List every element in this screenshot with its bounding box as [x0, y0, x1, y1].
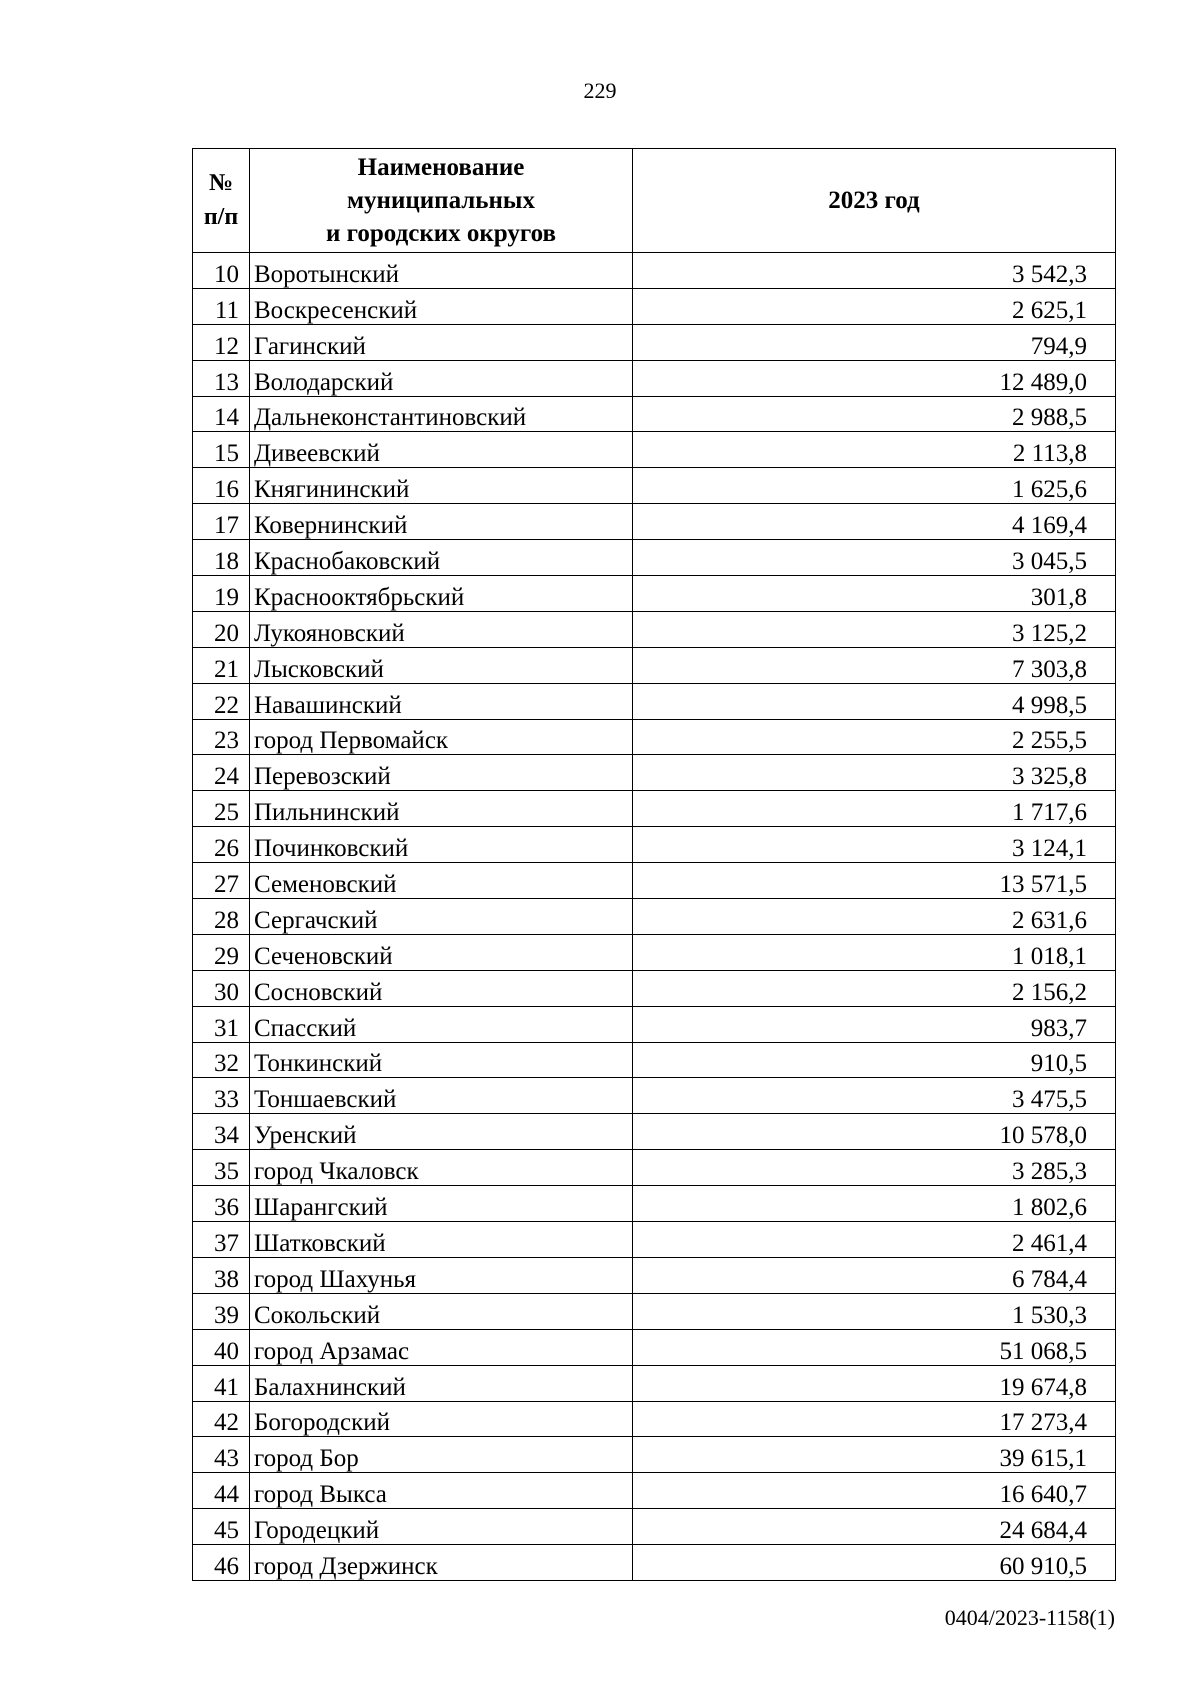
district-name: Дивеевский	[250, 432, 633, 468]
row-number: 18	[193, 540, 250, 576]
value-2023: 2 631,6	[633, 899, 1116, 935]
table-row	[193, 1150, 1116, 1186]
row-number: 29	[193, 934, 250, 970]
district-name: Шатковский	[250, 1222, 633, 1258]
header-number-abbrev: п/п	[203, 203, 239, 230]
row-number: 21	[193, 647, 250, 683]
table-row	[193, 1186, 1116, 1222]
table-row	[193, 1042, 1116, 1078]
value-2023: 1 717,6	[633, 791, 1116, 827]
table-row	[193, 1437, 1116, 1473]
document-code: 0404/2023-1158(1)	[944, 1605, 1115, 1630]
table-row	[193, 432, 1116, 468]
value-2023: 4 169,4	[633, 504, 1116, 540]
row-number: 13	[193, 360, 250, 396]
row-number: 33	[193, 1078, 250, 1114]
district-name: город Первомайск	[250, 719, 633, 755]
row-number: 43	[193, 1437, 250, 1473]
value-2023: 1 625,6	[633, 468, 1116, 504]
table-row	[193, 899, 1116, 935]
header-year: 2023 год	[633, 149, 1116, 253]
table-row	[193, 288, 1116, 324]
district-name: Тонкинский	[250, 1042, 633, 1078]
header-number-symbol: №	[208, 169, 234, 196]
district-name: Сокольский	[250, 1293, 633, 1329]
district-name: Пильнинский	[250, 791, 633, 827]
header-name-line2: муниципальных	[347, 186, 535, 214]
value-2023: 39 615,1	[633, 1437, 1116, 1473]
table-row	[193, 791, 1116, 827]
value-2023: 2 625,1	[633, 288, 1116, 324]
district-name: Воскресенский	[250, 288, 633, 324]
table-row	[193, 1078, 1116, 1114]
table-row	[193, 1257, 1116, 1293]
district-name: Починковский	[250, 827, 633, 863]
table-row	[193, 396, 1116, 432]
row-number: 12	[193, 324, 250, 360]
table-row	[193, 970, 1116, 1006]
row-number: 36	[193, 1186, 250, 1222]
table-row	[193, 540, 1116, 576]
district-name: Шарангский	[250, 1186, 633, 1222]
district-name: город Арзамас	[250, 1329, 633, 1365]
row-number: 32	[193, 1042, 250, 1078]
value-2023: 51 068,5	[633, 1329, 1116, 1365]
row-number: 28	[193, 899, 250, 935]
value-2023: 13 571,5	[633, 863, 1116, 899]
table-row	[193, 468, 1116, 504]
value-2023: 3 124,1	[633, 827, 1116, 863]
value-2023: 10 578,0	[633, 1114, 1116, 1150]
table-row	[193, 1222, 1116, 1258]
value-2023: 2 113,8	[633, 432, 1116, 468]
table-row	[193, 647, 1116, 683]
row-number: 11	[193, 288, 250, 324]
value-2023: 2 461,4	[633, 1222, 1116, 1258]
value-2023: 794,9	[633, 324, 1116, 360]
district-name: Навашинский	[250, 683, 633, 719]
row-number: 20	[193, 611, 250, 647]
value-2023: 1 018,1	[633, 934, 1116, 970]
district-name: город Бор	[250, 1437, 633, 1473]
value-2023: 1 530,3	[633, 1293, 1116, 1329]
table-row	[193, 253, 1116, 289]
row-number: 31	[193, 1006, 250, 1042]
district-name: Городецкий	[250, 1509, 633, 1545]
value-2023: 7 303,8	[633, 647, 1116, 683]
value-2023: 60 910,5	[633, 1545, 1116, 1581]
row-number: 27	[193, 863, 250, 899]
value-2023: 19 674,8	[633, 1365, 1116, 1401]
value-2023: 3 285,3	[633, 1150, 1116, 1186]
value-2023: 6 784,4	[633, 1257, 1116, 1293]
table-row	[193, 934, 1116, 970]
district-name: Краснобаковский	[250, 540, 633, 576]
district-name: Княгининский	[250, 468, 633, 504]
page-number: 229	[583, 78, 617, 103]
row-number: 41	[193, 1365, 250, 1401]
table-row	[193, 1401, 1116, 1437]
table-row	[193, 611, 1116, 647]
table-row	[193, 1006, 1116, 1042]
district-name: Воротынский	[250, 253, 633, 289]
row-number: 35	[193, 1150, 250, 1186]
row-number: 30	[193, 970, 250, 1006]
district-name: Краснооктябрьский	[250, 576, 633, 612]
table-row	[193, 1293, 1116, 1329]
row-number: 19	[193, 576, 250, 612]
table-row	[193, 1365, 1116, 1401]
district-name: Сосновский	[250, 970, 633, 1006]
district-name: Володарский	[250, 360, 633, 396]
table-row	[193, 1545, 1116, 1581]
value-2023: 3 045,5	[633, 540, 1116, 576]
row-number: 39	[193, 1293, 250, 1329]
district-name: Богородский	[250, 1401, 633, 1437]
value-2023: 2 988,5	[633, 396, 1116, 432]
row-number: 23	[193, 719, 250, 755]
value-2023: 3 125,2	[633, 611, 1116, 647]
district-name: Лукояновский	[250, 611, 633, 647]
row-number: 38	[193, 1257, 250, 1293]
header-number	[193, 149, 250, 253]
district-name: Тоншаевский	[250, 1078, 633, 1114]
district-name: Сергачский	[250, 899, 633, 935]
district-name: Лысковский	[250, 647, 633, 683]
table-body	[193, 253, 1116, 1581]
table-row	[193, 1329, 1116, 1365]
row-number: 46	[193, 1545, 250, 1581]
district-name: Спасский	[250, 1006, 633, 1042]
value-2023: 910,5	[633, 1042, 1116, 1078]
table-row	[193, 324, 1116, 360]
value-2023: 24 684,4	[633, 1509, 1116, 1545]
value-2023: 3 325,8	[633, 755, 1116, 791]
row-number: 37	[193, 1222, 250, 1258]
table-row	[193, 863, 1116, 899]
municipal-data-table	[192, 148, 1116, 1581]
row-number: 25	[193, 791, 250, 827]
table-row	[193, 719, 1116, 755]
row-number: 40	[193, 1329, 250, 1365]
row-number: 14	[193, 396, 250, 432]
row-number: 45	[193, 1509, 250, 1545]
header-name-line3: и городских округов	[326, 220, 556, 248]
value-2023: 12 489,0	[633, 360, 1116, 396]
value-2023: 983,7	[633, 1006, 1116, 1042]
district-name: город Дзержинск	[250, 1545, 633, 1581]
header-name	[250, 149, 633, 253]
table-header-row	[193, 149, 1116, 253]
value-2023: 16 640,7	[633, 1473, 1116, 1509]
table-row	[193, 504, 1116, 540]
table-row	[193, 827, 1116, 863]
district-name: Уренский	[250, 1114, 633, 1150]
district-name: Сеченовский	[250, 934, 633, 970]
district-name: город Чкаловск	[250, 1150, 633, 1186]
row-number: 26	[193, 827, 250, 863]
value-2023: 3 542,3	[633, 253, 1116, 289]
row-number: 16	[193, 468, 250, 504]
district-name: город Шахунья	[250, 1257, 633, 1293]
row-number: 42	[193, 1401, 250, 1437]
table-row	[193, 1114, 1116, 1150]
table-row	[193, 576, 1116, 612]
value-2023: 4 998,5	[633, 683, 1116, 719]
row-number: 22	[193, 683, 250, 719]
row-number: 15	[193, 432, 250, 468]
district-name: Балахнинский	[250, 1365, 633, 1401]
district-name: Ковернинский	[250, 504, 633, 540]
table-row	[193, 360, 1116, 396]
value-2023: 2 156,2	[633, 970, 1116, 1006]
row-number: 44	[193, 1473, 250, 1509]
row-number: 34	[193, 1114, 250, 1150]
district-name: город Выкса	[250, 1473, 633, 1509]
row-number: 10	[193, 253, 250, 289]
district-name: Дальнеконстантиновский	[250, 396, 633, 432]
district-name: Перевозский	[250, 755, 633, 791]
value-2023: 301,8	[633, 576, 1116, 612]
table-row	[193, 683, 1116, 719]
value-2023: 17 273,4	[633, 1401, 1116, 1437]
district-name: Гагинский	[250, 324, 633, 360]
value-2023: 2 255,5	[633, 719, 1116, 755]
table-row	[193, 1509, 1116, 1545]
row-number: 24	[193, 755, 250, 791]
table-row	[193, 1473, 1116, 1509]
value-2023: 1 802,6	[633, 1186, 1116, 1222]
value-2023: 3 475,5	[633, 1078, 1116, 1114]
header-name-line1: Наименование	[357, 153, 525, 181]
district-name: Семеновский	[250, 863, 633, 899]
table-row	[193, 755, 1116, 791]
row-number: 17	[193, 504, 250, 540]
